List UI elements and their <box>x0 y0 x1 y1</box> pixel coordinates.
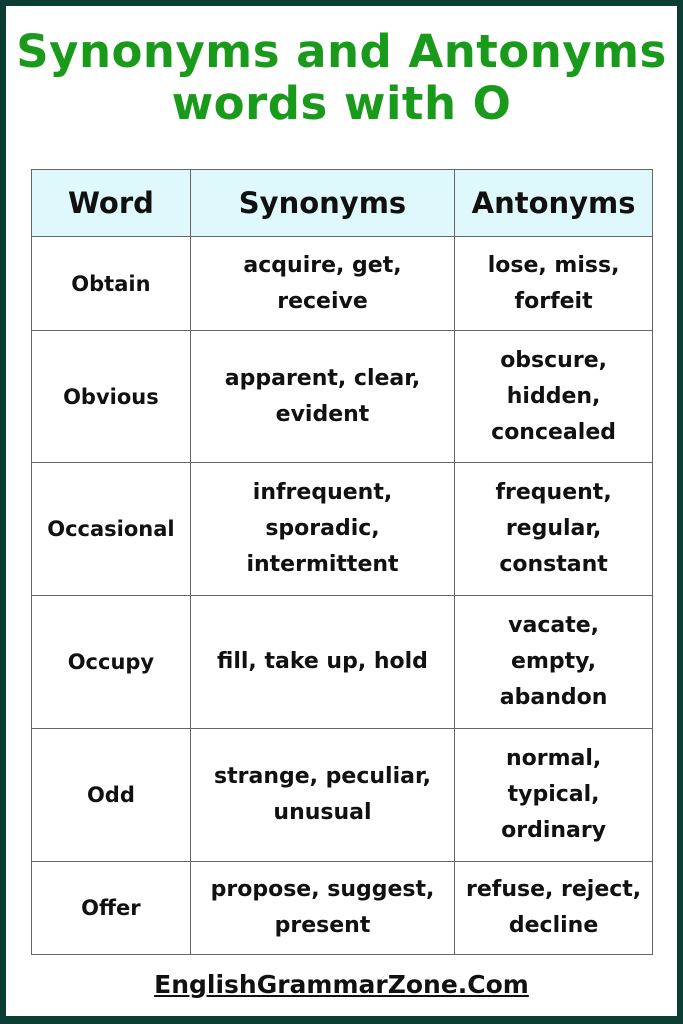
antonyms-line: abandon <box>499 685 608 710</box>
synonyms-line: unusual <box>273 800 372 825</box>
synonyms-line: strange, peculiar, <box>214 764 431 789</box>
synonyms-line: acquire, get, <box>243 252 402 278</box>
synonyms-cell <box>190 463 454 596</box>
title-line-1: Synonyms and Antonyms <box>16 25 667 78</box>
synonyms-cell <box>190 237 454 331</box>
synonyms-line: apparent, clear, <box>224 365 421 391</box>
synonyms-cell <box>190 862 454 955</box>
antonyms-line: hidden, <box>506 383 601 409</box>
header-synonyms: Synonyms <box>190 170 454 237</box>
table-row <box>32 596 653 729</box>
antonyms-line: decline <box>508 913 599 938</box>
antonyms-cell <box>455 862 653 955</box>
title-line-2: words with O <box>171 77 512 130</box>
synonyms-line: receive <box>277 288 368 314</box>
antonyms-cell <box>455 237 653 331</box>
antonyms-line: ordinary <box>501 818 607 843</box>
antonyms-line: forfeit <box>514 288 593 314</box>
antonyms-line: regular, <box>505 516 602 541</box>
table-row <box>32 331 653 463</box>
table-header-row <box>32 170 653 237</box>
antonyms-cell <box>455 331 653 463</box>
synonyms-line: sporadic, <box>265 516 380 541</box>
antonyms-cell <box>455 463 653 596</box>
antonyms-line: obscure, <box>500 347 607 373</box>
antonyms-line: constant <box>499 552 608 577</box>
antonyms-line: frequent, <box>495 480 612 505</box>
antonyms-line: typical, <box>507 782 600 807</box>
header-word: Word <box>32 170 191 237</box>
page-title <box>0 26 683 130</box>
table-row <box>32 463 653 596</box>
antonyms-cell <box>455 596 653 729</box>
synonyms-cell <box>190 331 454 463</box>
synonyms-cell <box>190 729 454 862</box>
antonyms-line: refuse, reject, <box>465 877 642 902</box>
antonyms-line: lose, miss, <box>487 252 620 278</box>
word-cell: Odd <box>32 729 191 862</box>
header-antonyms: Antonyms <box>455 170 653 237</box>
antonyms-line: concealed <box>491 419 616 445</box>
site-footer: EnglishGrammarZone.Com <box>154 970 529 999</box>
antonyms-line: empty, <box>511 649 597 674</box>
word-cell: Obtain <box>32 237 191 331</box>
synonyms-line: propose, suggest, <box>210 877 435 902</box>
antonyms-line: vacate, <box>508 613 600 638</box>
synonyms-line: present <box>274 913 371 938</box>
word-cell: Obvious <box>32 331 191 463</box>
table-row <box>32 237 653 331</box>
synonyms-cell <box>190 596 454 729</box>
synonyms-line: fill, take up, hold <box>217 649 428 674</box>
word-cell: Offer <box>32 862 191 955</box>
synonyms-line: evident <box>275 401 370 427</box>
antonyms-cell <box>455 729 653 862</box>
word-cell: Occupy <box>32 596 191 729</box>
table-row <box>32 862 653 955</box>
word-cell: Occasional <box>32 463 191 596</box>
synonyms-line: intermittent <box>246 552 399 577</box>
synonyms-line: infrequent, <box>252 480 393 505</box>
antonyms-line: normal, <box>505 746 602 771</box>
synonyms-antonyms-table <box>31 169 653 955</box>
table-row <box>32 729 653 862</box>
